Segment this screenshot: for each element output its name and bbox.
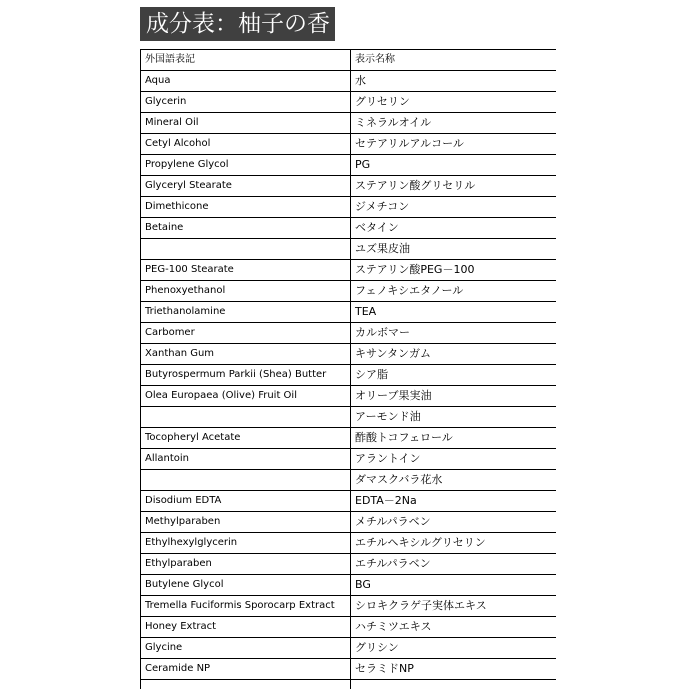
- ingredients-table-container: [140, 49, 556, 689]
- foreign-name-cell: [141, 239, 351, 260]
- page-title: 成分表：柚子の香: [146, 11, 330, 37]
- table-row: [141, 113, 557, 134]
- table-row: [141, 596, 557, 617]
- display-name-cell: ユズ果皮油: [351, 239, 557, 260]
- display-name-cell: アーモンド油: [351, 407, 557, 428]
- foreign-name-cell: Glyceryl Stearate: [141, 176, 351, 197]
- display-name-cell: BG: [351, 575, 557, 596]
- display-name-cell: ミネラルオイル: [351, 113, 557, 134]
- foreign-name-cell: Dimethicone: [141, 197, 351, 218]
- display-name-cell: キサンタンガム: [351, 344, 557, 365]
- foreign-name-cell: Phenoxyethanol: [141, 281, 351, 302]
- foreign-name-cell: Tremella Fuciformis Sporocarp Extract: [141, 596, 351, 617]
- foreign-name-cell: Ceramide NP: [141, 659, 351, 680]
- table-row: [141, 638, 557, 659]
- foreign-name-cell: [141, 407, 351, 428]
- foreign-name-cell: [141, 680, 351, 690]
- table-row: [141, 281, 557, 302]
- page-title-banner: [140, 7, 335, 41]
- display-name-cell: フェノキシエタノール: [351, 281, 557, 302]
- foreign-name-cell: Xanthan Gum: [141, 344, 351, 365]
- foreign-name-cell: Allantoin: [141, 449, 351, 470]
- table-row: [141, 680, 557, 690]
- foreign-name-cell: Butyrospermum Parkii (Shea) Butter: [141, 365, 351, 386]
- foreign-name-cell: PEG-100 Stearate: [141, 260, 351, 281]
- foreign-name-cell: Disodium EDTA: [141, 491, 351, 512]
- table-row: [141, 218, 557, 239]
- table-row: [141, 344, 557, 365]
- display-name-cell: エチルヘキシルグリセリン: [351, 533, 557, 554]
- display-name-cell: ジメチコン: [351, 197, 557, 218]
- display-name-cell: シア脂: [351, 365, 557, 386]
- display-name-cell: PG: [351, 155, 557, 176]
- table-row: [141, 197, 557, 218]
- table-row: [141, 617, 557, 638]
- table-row: [141, 491, 557, 512]
- table-row: [141, 176, 557, 197]
- column-header-foreign-name: 外国語表記: [141, 50, 351, 71]
- foreign-name-cell: Methylparaben: [141, 512, 351, 533]
- display-name-cell: [351, 680, 557, 690]
- table-row: [141, 260, 557, 281]
- foreign-name-cell: Triethanolamine: [141, 302, 351, 323]
- foreign-name-cell: Honey Extract: [141, 617, 351, 638]
- foreign-name-cell: Ethylparaben: [141, 554, 351, 575]
- foreign-name-cell: Betaine: [141, 218, 351, 239]
- table-row: [141, 554, 557, 575]
- table-row: [141, 302, 557, 323]
- display-name-cell: セテアリルアルコール: [351, 134, 557, 155]
- display-name-cell: メチルパラベン: [351, 512, 557, 533]
- foreign-name-cell: Tocopheryl Acetate: [141, 428, 351, 449]
- foreign-name-cell: Carbomer: [141, 323, 351, 344]
- table-row: [141, 659, 557, 680]
- table-row: [141, 155, 557, 176]
- table-row: [141, 134, 557, 155]
- table-row: [141, 386, 557, 407]
- table-row: [141, 512, 557, 533]
- display-name-cell: ステアリン酸グリセリル: [351, 176, 557, 197]
- display-name-cell: ステアリン酸PEG－100: [351, 260, 557, 281]
- foreign-name-cell: Butylene Glycol: [141, 575, 351, 596]
- display-name-cell: シロキクラゲ子実体エキス: [351, 596, 557, 617]
- display-name-cell: ハチミツエキス: [351, 617, 557, 638]
- table-row: [141, 239, 557, 260]
- foreign-name-cell: [141, 470, 351, 491]
- table-row: [141, 71, 557, 92]
- display-name-cell: EDTA－2Na: [351, 491, 557, 512]
- column-header-display-name: 表示名称: [351, 50, 557, 71]
- ingredients-table: [140, 49, 556, 689]
- table-row: [141, 92, 557, 113]
- table-row: [141, 428, 557, 449]
- display-name-cell: ダマスクバラ花水: [351, 470, 557, 491]
- display-name-cell: カルボマー: [351, 323, 557, 344]
- display-name-cell: オリーブ果実油: [351, 386, 557, 407]
- table-row: [141, 449, 557, 470]
- display-name-cell: アラントイン: [351, 449, 557, 470]
- table-row: [141, 407, 557, 428]
- display-name-cell: TEA: [351, 302, 557, 323]
- foreign-name-cell: Cetyl Alcohol: [141, 134, 351, 155]
- foreign-name-cell: Aqua: [141, 71, 351, 92]
- display-name-cell: グリシン: [351, 638, 557, 659]
- display-name-cell: グリセリン: [351, 92, 557, 113]
- display-name-cell: セラミドNP: [351, 659, 557, 680]
- table-row: [141, 575, 557, 596]
- table-row: [141, 365, 557, 386]
- table-row: [141, 323, 557, 344]
- display-name-cell: 水: [351, 71, 557, 92]
- foreign-name-cell: Glycerin: [141, 92, 351, 113]
- foreign-name-cell: Glycine: [141, 638, 351, 659]
- table-row: [141, 470, 557, 491]
- display-name-cell: ベタイン: [351, 218, 557, 239]
- table-row: [141, 533, 557, 554]
- foreign-name-cell: Mineral Oil: [141, 113, 351, 134]
- foreign-name-cell: Olea Europaea (Olive) Fruit Oil: [141, 386, 351, 407]
- display-name-cell: エチルパラベン: [351, 554, 557, 575]
- foreign-name-cell: Ethylhexylglycerin: [141, 533, 351, 554]
- table-header-row: [141, 50, 557, 71]
- foreign-name-cell: Propylene Glycol: [141, 155, 351, 176]
- display-name-cell: 酢酸トコフェロール: [351, 428, 557, 449]
